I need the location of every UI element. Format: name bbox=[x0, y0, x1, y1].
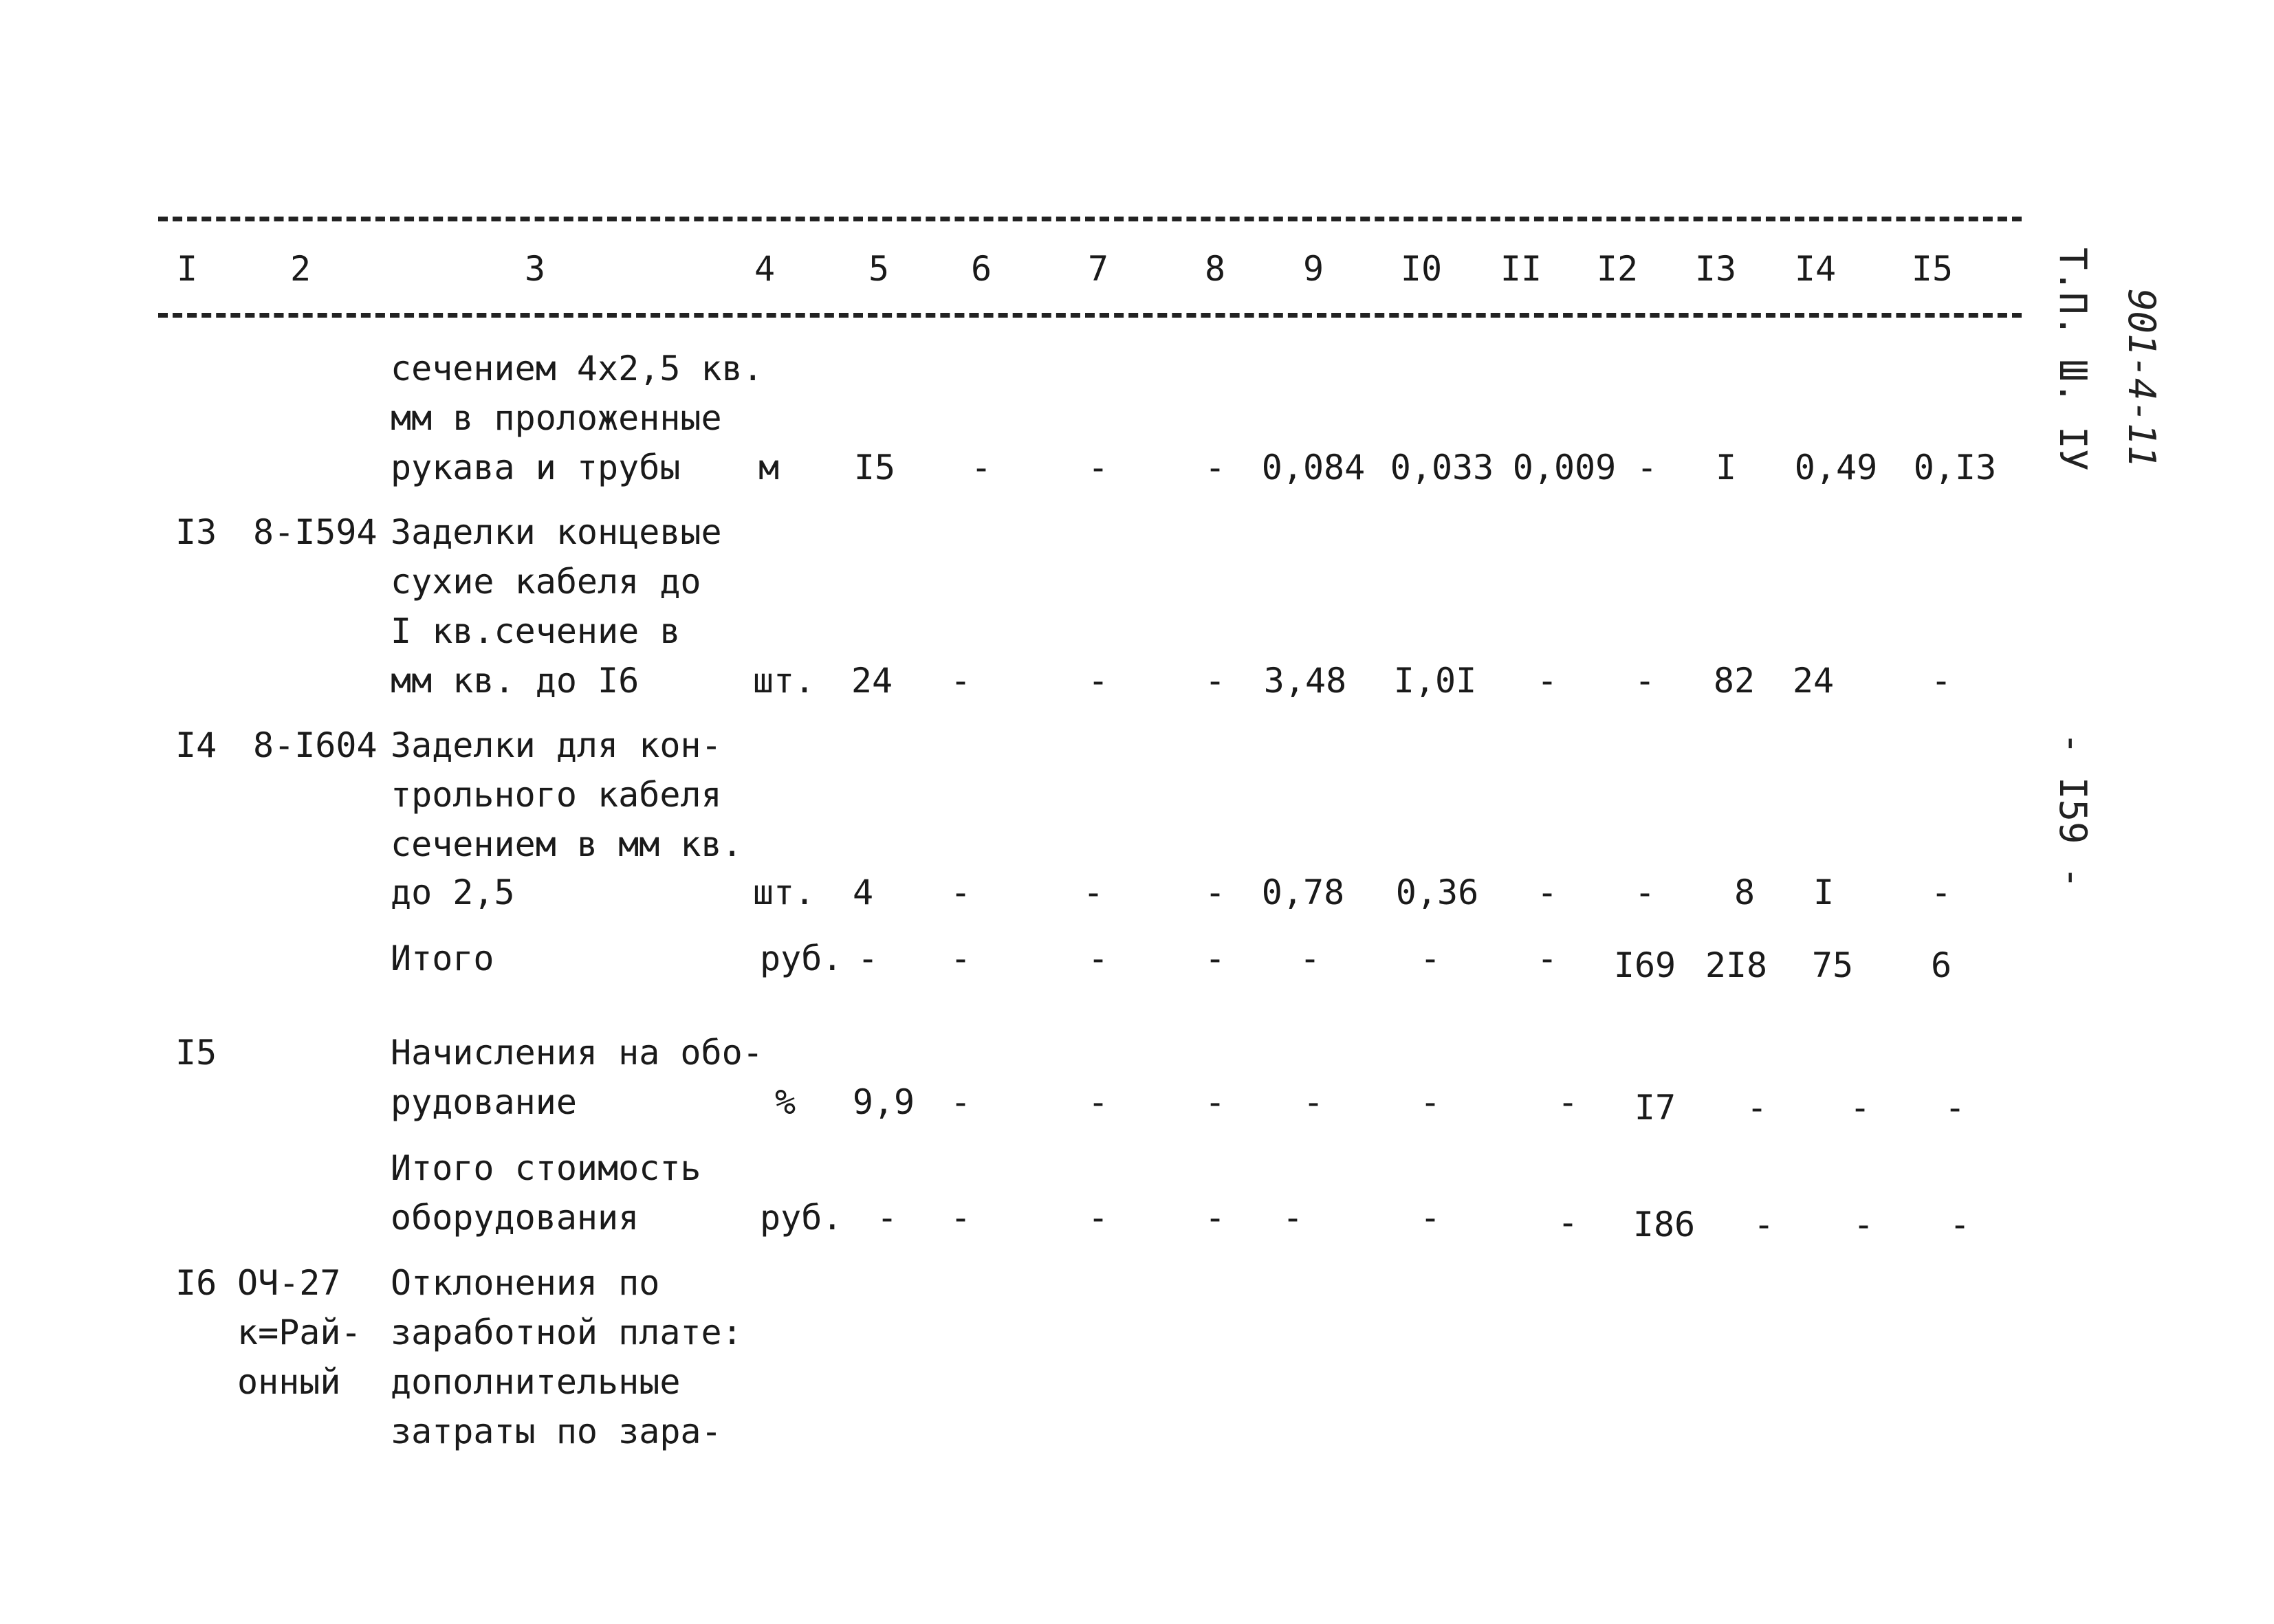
value-cell: I bbox=[1715, 448, 1737, 487]
description-line: Заделки концевые bbox=[391, 512, 722, 552]
row-number: I5 bbox=[175, 1033, 217, 1073]
column-header: 3 bbox=[524, 249, 546, 289]
column-header: I3 bbox=[1694, 249, 1737, 289]
value-cell: - bbox=[1204, 661, 1226, 701]
value-cell: - bbox=[1930, 873, 1952, 912]
column-header: 4 bbox=[754, 249, 776, 289]
header-top-rule bbox=[158, 217, 2022, 221]
value-cell: - bbox=[1087, 939, 1109, 978]
column-header: 7 bbox=[1087, 249, 1109, 289]
qty-cell: - bbox=[857, 939, 879, 978]
rate-code: онный bbox=[237, 1362, 341, 1402]
value-cell: - bbox=[1852, 1205, 1874, 1244]
unit-cell: шт. bbox=[752, 873, 816, 912]
unit-cell: м bbox=[758, 448, 780, 487]
description-line: затраты по зара- bbox=[391, 1412, 722, 1451]
value-cell: 3,48 bbox=[1263, 661, 1347, 701]
value-cell: - bbox=[950, 1198, 972, 1238]
row-number: I4 bbox=[175, 725, 217, 765]
unit-cell: шт. bbox=[752, 661, 816, 701]
description-line: рукава и трубы bbox=[391, 448, 681, 487]
rate-code: к=Рай- bbox=[237, 1313, 362, 1352]
value-cell: 0,033 bbox=[1390, 448, 1494, 487]
rate-code: 8-I594 bbox=[253, 512, 378, 552]
column-header: 6 bbox=[970, 249, 992, 289]
value-cell: - bbox=[970, 448, 992, 487]
value-cell: 0,36 bbox=[1395, 873, 1479, 912]
description-line: сечением в мм кв. bbox=[391, 824, 743, 864]
value-cell: 2I8 bbox=[1705, 945, 1768, 985]
value-cell: 75 bbox=[1811, 945, 1854, 985]
value-cell: - bbox=[1282, 1198, 1304, 1238]
description-line: Итого стоимость bbox=[391, 1148, 701, 1188]
value-cell: - bbox=[1536, 873, 1558, 912]
value-cell: - bbox=[950, 939, 972, 978]
value-cell: I,0I bbox=[1393, 661, 1477, 701]
qty-cell: 4 bbox=[852, 873, 874, 912]
value-cell: - bbox=[1753, 1205, 1775, 1244]
description-line: заработной плате: bbox=[391, 1313, 743, 1352]
value-cell: I7 bbox=[1634, 1088, 1676, 1128]
value-cell: - bbox=[950, 661, 972, 701]
column-header: 9 bbox=[1302, 249, 1324, 289]
value-cell: - bbox=[1634, 661, 1656, 701]
column-header: 2 bbox=[289, 249, 311, 289]
description-line: сечением 4х2,5 кв. bbox=[391, 349, 763, 388]
value-cell: - bbox=[1636, 448, 1658, 487]
value-cell: 0,084 bbox=[1261, 448, 1366, 487]
value-cell: 8 bbox=[1734, 873, 1756, 912]
unit-cell: руб. bbox=[760, 1198, 843, 1238]
margin-doc-code: 901-4-11 bbox=[2120, 289, 2163, 468]
column-header: 5 bbox=[868, 249, 890, 289]
description-line: оборудования bbox=[391, 1198, 639, 1238]
column-header: I bbox=[176, 249, 198, 289]
value-cell: - bbox=[1082, 873, 1104, 912]
value-cell: 0,009 bbox=[1512, 448, 1617, 487]
value-cell: - bbox=[1087, 661, 1109, 701]
value-cell: 0,78 bbox=[1261, 873, 1345, 912]
header-bottom-rule bbox=[158, 313, 2022, 318]
column-header: II bbox=[1500, 249, 1542, 289]
value-cell: - bbox=[1419, 1198, 1441, 1238]
unit-cell: % bbox=[774, 1082, 796, 1122]
description-line: дополнительные bbox=[391, 1362, 681, 1402]
column-header: 8 bbox=[1204, 249, 1226, 289]
value-cell: I bbox=[1813, 873, 1835, 912]
qty-cell: 9,9 bbox=[852, 1082, 915, 1122]
column-header: I5 bbox=[1911, 249, 1954, 289]
description-line: мм кв. до I6 bbox=[391, 661, 639, 701]
value-cell: - bbox=[1204, 873, 1226, 912]
value-cell: - bbox=[1634, 873, 1656, 912]
description-line: рудование bbox=[391, 1082, 577, 1122]
rate-code: 8-I604 bbox=[253, 725, 378, 765]
value-cell: - bbox=[1949, 1205, 1971, 1244]
qty-cell: - bbox=[876, 1198, 898, 1238]
column-header: I0 bbox=[1400, 249, 1443, 289]
value-cell: - bbox=[1944, 1088, 1966, 1128]
value-cell: - bbox=[1087, 1198, 1109, 1238]
value-cell: - bbox=[1087, 1082, 1109, 1122]
value-cell: - bbox=[1746, 1088, 1768, 1128]
value-cell: - bbox=[1204, 939, 1226, 978]
description-line: Отклонения по bbox=[391, 1263, 660, 1303]
value-cell: - bbox=[1204, 1082, 1226, 1122]
description-line: Заделки для кон- bbox=[391, 725, 722, 765]
value-cell: 24 bbox=[1792, 661, 1835, 701]
value-cell: 6 bbox=[1930, 945, 1952, 985]
rate-code: ОЧ-27 bbox=[237, 1263, 341, 1303]
description-line: трольного кабеля bbox=[391, 775, 722, 815]
qty-cell: I5 bbox=[853, 448, 896, 487]
description-line: мм в проложенные bbox=[391, 398, 722, 438]
value-cell: - bbox=[1536, 939, 1558, 978]
value-cell: - bbox=[1536, 661, 1558, 701]
row-number: I6 bbox=[175, 1263, 217, 1303]
value-cell: - bbox=[1087, 448, 1109, 487]
description-line: I кв.сечение в bbox=[391, 611, 681, 651]
column-header: I4 bbox=[1794, 249, 1837, 289]
value-cell: - bbox=[1557, 1203, 1579, 1242]
description-line: сухие кабеля до bbox=[391, 562, 701, 602]
value-cell: - bbox=[1204, 1198, 1226, 1238]
value-cell: - bbox=[950, 873, 972, 912]
value-cell: - bbox=[1419, 1082, 1441, 1122]
qty-cell: 24 bbox=[851, 661, 893, 701]
value-cell: 82 bbox=[1713, 661, 1756, 701]
value-cell: I86 bbox=[1632, 1205, 1696, 1244]
total-label: Итого bbox=[391, 939, 494, 978]
margin-section: Т.П. Ш. IУ bbox=[2051, 248, 2095, 472]
row-number: I3 bbox=[175, 512, 217, 552]
unit-cell: руб. bbox=[760, 939, 843, 978]
column-header: I2 bbox=[1596, 249, 1639, 289]
value-cell: - bbox=[1557, 1082, 1579, 1122]
value-cell: - bbox=[1419, 939, 1441, 978]
value-cell: - bbox=[1930, 661, 1952, 701]
description-line: Начисления на обо- bbox=[391, 1033, 763, 1073]
value-cell: - bbox=[1204, 448, 1226, 487]
value-cell: - bbox=[950, 1082, 972, 1122]
value-cell: - bbox=[1299, 939, 1321, 978]
value-cell: I69 bbox=[1613, 945, 1676, 985]
value-cell: 0,49 bbox=[1794, 448, 1878, 487]
margin-page-mark: - I59 - bbox=[2051, 732, 2095, 889]
value-cell: - bbox=[1849, 1088, 1871, 1128]
description-line: до 2,5 bbox=[391, 873, 515, 912]
value-cell: 0,I3 bbox=[1913, 448, 1997, 487]
value-cell: - bbox=[1302, 1082, 1324, 1122]
